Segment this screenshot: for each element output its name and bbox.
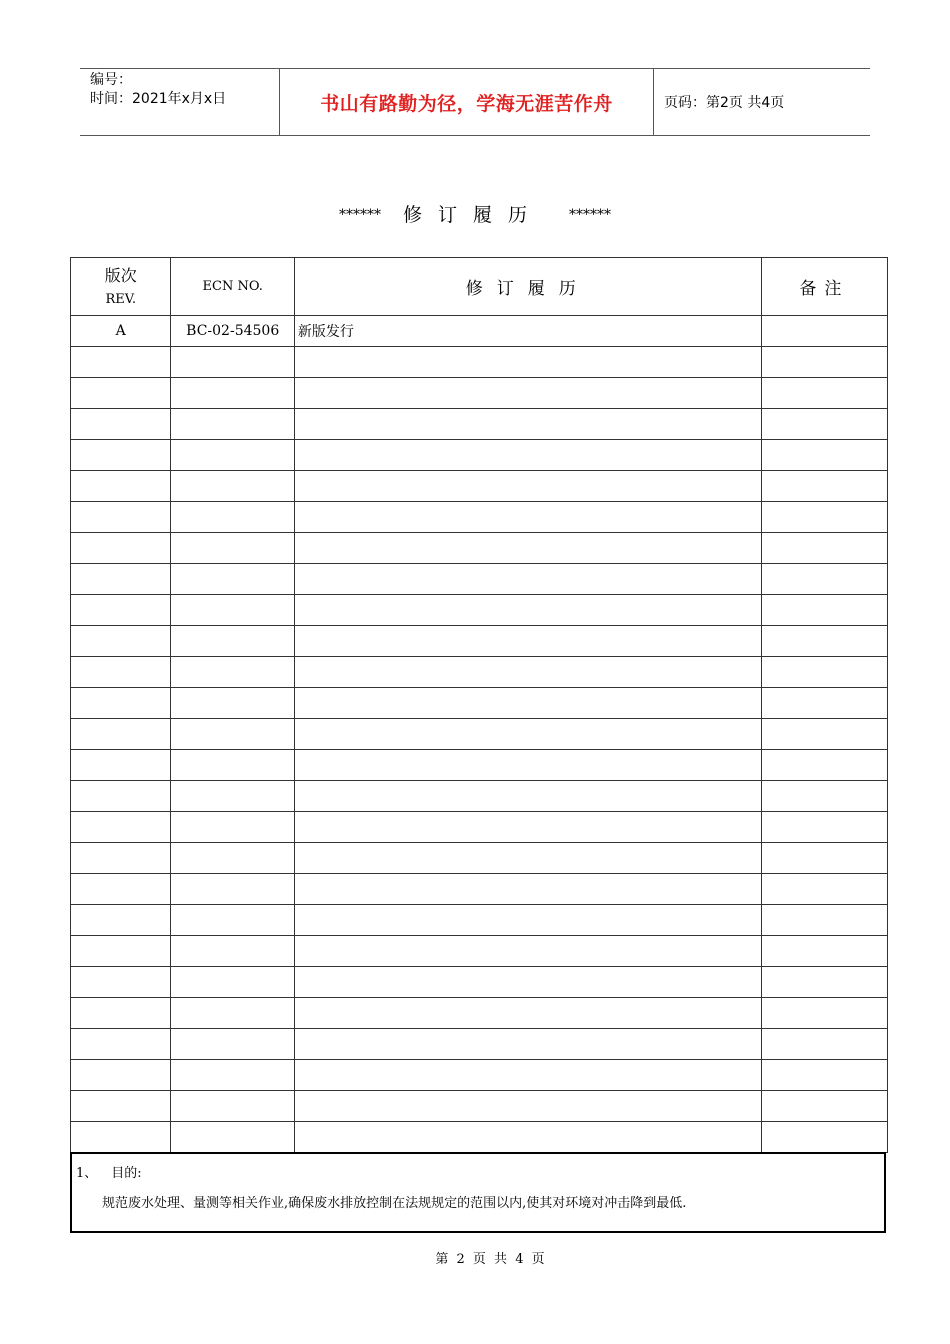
cell-rev [71,440,171,471]
table-row [71,1060,888,1091]
cell-ecn [171,719,294,750]
cell-rev [71,905,171,936]
cell-history [294,781,761,812]
cell-rev [71,1091,171,1122]
table-row [71,998,888,1029]
table-row [71,564,888,595]
cell-note [761,533,887,564]
cell-history [294,688,761,719]
cell-ecn [171,812,294,843]
cell-ecn [171,688,294,719]
cell-history [294,626,761,657]
cell-rev [71,502,171,533]
table-row [71,967,888,998]
table-row [71,533,888,564]
table-row [71,936,888,967]
cell-ecn [171,409,294,440]
cell-history [294,1029,761,1060]
cell-history [294,812,761,843]
cell-history [294,874,761,905]
cell-note [761,998,887,1029]
cell-ecn: BC-02-54506 [171,316,294,347]
table-row [71,812,888,843]
table-row [71,595,888,626]
purpose-section [70,1152,886,1233]
page-footer: 第 2 页 共 4 页 [435,1252,545,1267]
cell-note [761,564,887,595]
cell-history [294,1091,761,1122]
header-rev-en: REV. [105,291,136,307]
table-row [71,1091,888,1122]
document-header [80,68,870,136]
table-row [71,781,888,812]
cell-history [294,1122,761,1153]
cell-note [761,347,887,378]
table-row [71,688,888,719]
revision-table [70,257,888,1153]
header-rev-cn: 版次 [104,265,137,285]
cell-rev [71,378,171,409]
cell-rev [71,812,171,843]
cell-note [761,967,887,998]
cell-history [294,657,761,688]
cell-history [294,564,761,595]
cell-ecn [171,998,294,1029]
cell-note [761,1029,887,1060]
cell-history [294,750,761,781]
cell-ecn [171,595,294,626]
table-row [71,347,888,378]
table-row [71,1122,888,1153]
cell-ecn [171,564,294,595]
table-row [71,471,888,502]
cell-ecn [171,1060,294,1091]
cell-note [761,1060,887,1091]
time-label: 时间：2021年x月x日 [90,91,227,107]
cell-ecn [171,347,294,378]
cell-rev [71,347,171,378]
cell-note [761,440,887,471]
cell-rev [71,1029,171,1060]
cell-history [294,595,761,626]
table-body [71,316,888,1153]
table-row [71,502,888,533]
cell-ecn [171,750,294,781]
cell-history: 新版发行 [294,316,761,347]
table-row [71,1029,888,1060]
cell-history [294,905,761,936]
cell-note [761,502,887,533]
cell-note [761,936,887,967]
cell-ecn [171,626,294,657]
cell-rev [71,750,171,781]
cell-rev [71,409,171,440]
cell-history [294,502,761,533]
page-title [0,200,950,227]
cell-rev [71,533,171,564]
table-row [71,657,888,688]
cell-rev [71,936,171,967]
cell-note [761,1091,887,1122]
cell-rev [71,471,171,502]
cell-ecn [171,471,294,502]
cell-note [761,750,887,781]
table-row [71,750,888,781]
cell-rev [71,688,171,719]
cell-note [761,781,887,812]
table-row [71,440,888,471]
cell-history [294,936,761,967]
cell-rev [71,843,171,874]
cell-note [761,316,887,347]
cell-note [761,905,887,936]
header-page-label: 页码：第2页 共4页 [664,95,785,111]
cell-history [294,998,761,1029]
cell-note [761,719,887,750]
cell-rev [71,657,171,688]
header-history: 修订履历 [294,258,761,316]
cell-ecn [171,967,294,998]
cell-ecn [171,1029,294,1060]
cell-history [294,967,761,998]
cell-ecn [171,1122,294,1153]
cell-rev [71,781,171,812]
cell-note [761,874,887,905]
cell-rev [71,595,171,626]
cell-rev: A [71,316,171,347]
cell-note [761,812,887,843]
cell-history [294,533,761,564]
header-meta [80,69,280,135]
cell-note [761,378,887,409]
table-row [71,874,888,905]
cell-rev [71,967,171,998]
header-note: 备注 [761,258,887,316]
cell-ecn [171,440,294,471]
table-row [71,626,888,657]
cell-rev [71,1060,171,1091]
cell-ecn [171,502,294,533]
cell-history [294,347,761,378]
table-row [71,843,888,874]
cell-note [761,843,887,874]
header-ecn: ECN NO. [171,258,294,316]
cell-history [294,378,761,409]
cell-ecn [171,781,294,812]
title-text: 修订履历 [402,204,543,226]
title-stars-right: ****** [569,207,611,223]
cell-ecn [171,657,294,688]
cell-history [294,1060,761,1091]
cell-history [294,471,761,502]
cell-rev [71,626,171,657]
cell-history [294,719,761,750]
table-row [71,378,888,409]
cell-note [761,626,887,657]
purpose-number: 1、 [76,1166,98,1181]
table-header-row [71,258,888,316]
cell-ecn [171,874,294,905]
table-row [71,409,888,440]
cell-ecn [171,936,294,967]
title-stars-left: ****** [338,207,381,223]
header-rev [71,258,171,316]
cell-history [294,409,761,440]
purpose-heading-line [76,1162,142,1181]
purpose-body: 规范废水处理、量测等相关作业,确保废水排放控制在法规规定的范围以内,使其对环境对冲击降到最低. [102,1196,687,1211]
table-row [71,316,888,347]
cell-ecn [171,378,294,409]
cell-note [761,1122,887,1153]
cell-rev [71,998,171,1029]
table-row [71,719,888,750]
cell-history [294,843,761,874]
cell-note [761,595,887,626]
number-label: 编号： [90,72,132,88]
cell-note [761,409,887,440]
cell-rev [71,1122,171,1153]
cell-note [761,657,887,688]
purpose-heading: 目的: [111,1166,142,1181]
cell-ecn [171,905,294,936]
cell-rev [71,564,171,595]
cell-history [294,440,761,471]
cell-note [761,471,887,502]
cell-ecn [171,533,294,564]
header-motto: 书山有路勤为径，学海无涯苦作舟 [280,69,654,135]
cell-ecn [171,1091,294,1122]
cell-rev [71,719,171,750]
cell-note [761,688,887,719]
cell-rev [71,874,171,905]
table-row [71,905,888,936]
cell-ecn [171,843,294,874]
